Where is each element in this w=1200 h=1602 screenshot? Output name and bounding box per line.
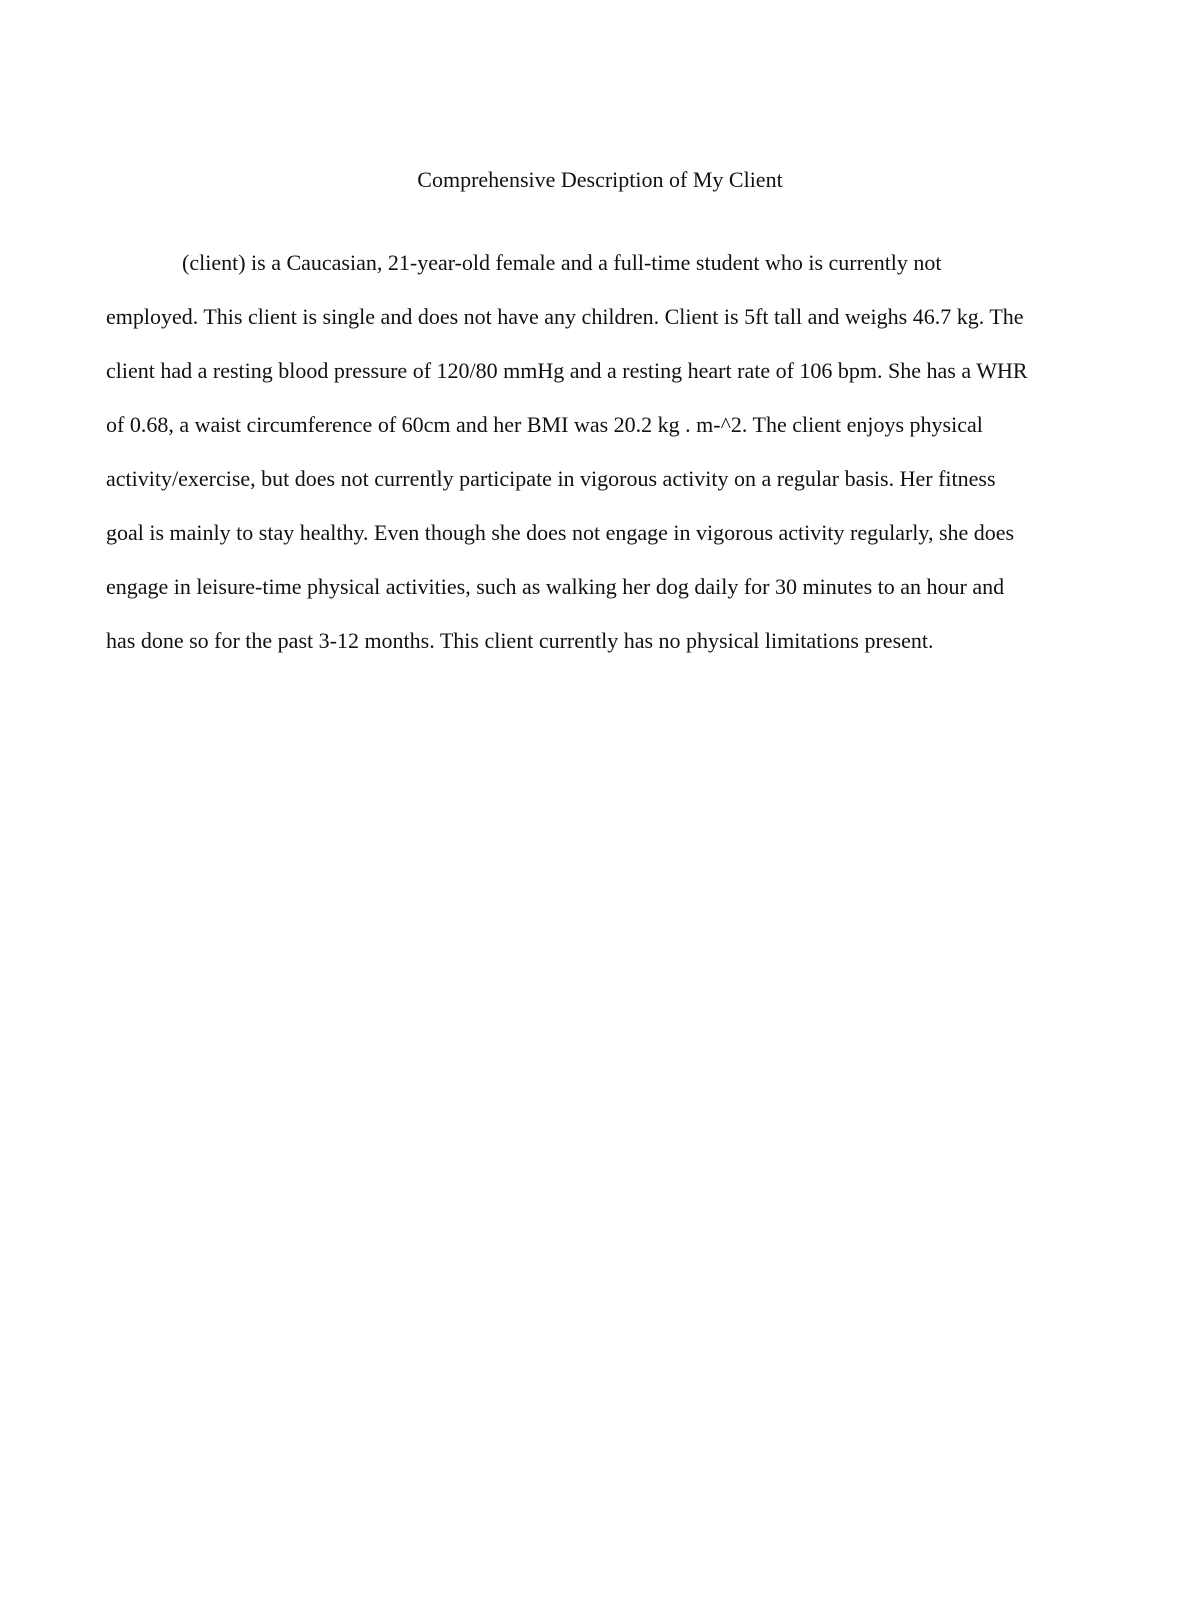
paragraph-line: activity/exercise, but does not currently participate in vigorous activity on a regular basis. Her fitness xyxy=(106,466,996,491)
paragraph-line: of 0.68, a waist circumference of 60cm and her BMI was 20.2 kg . m-^2. The client enjoys physical xyxy=(106,412,983,437)
document-title: Comprehensive Description of My Client xyxy=(417,167,783,192)
paragraph-line: employed. This client is single and does not have any children. Client is 5ft tall and weighs 46.7 kg. The xyxy=(106,304,1024,329)
paragraph-line: engage in leisure-time physical activities, such as walking her dog daily for 30 minutes to an hour and xyxy=(106,574,1005,599)
paragraph-line: client had a resting blood pressure of 120/80 mmHg and a resting heart rate of 106 bpm. She has a WHR xyxy=(106,358,1028,383)
body-paragraph xyxy=(106,248,1106,680)
paragraph-line: goal is mainly to stay healthy. Even though she does not engage in vigorous activity regularly, she does xyxy=(106,520,1015,545)
paragraph-line: (client) is a Caucasian, 21-year-old female and a full-time student who is currently not xyxy=(182,250,942,275)
paragraph-line: has done so for the past 3-12 months. This client currently has no physical limitations present. xyxy=(106,628,934,653)
